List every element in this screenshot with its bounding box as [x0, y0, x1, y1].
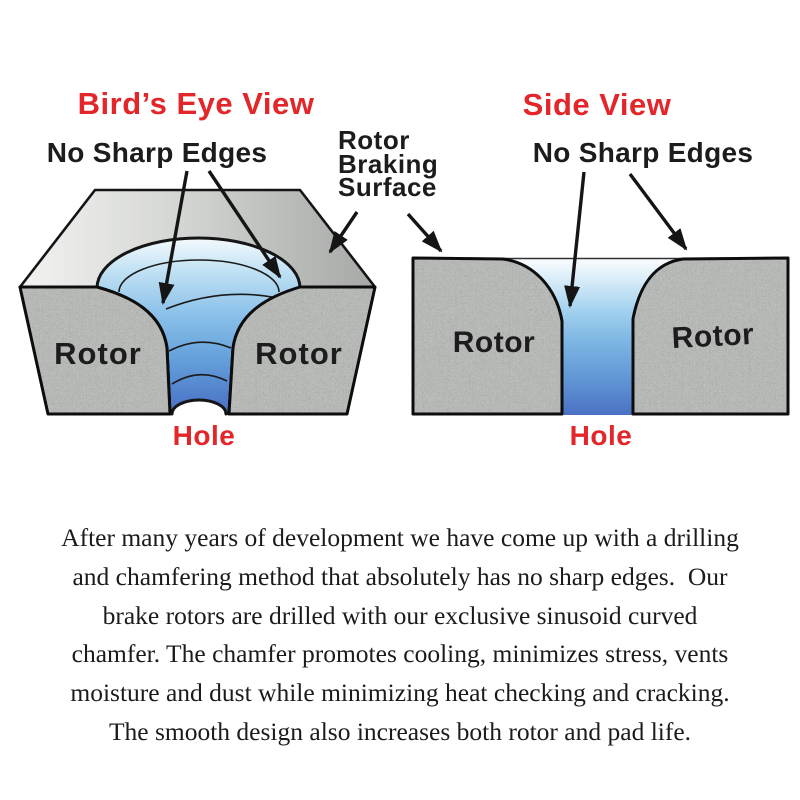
side-rotor-left-label: Rotor	[452, 326, 536, 359]
description-paragraph	[0, 519, 800, 752]
bird-no-sharp-edges-label: No Sharp Edges	[46, 137, 268, 168]
bird-hole-label: Hole	[172, 420, 236, 451]
description-line: moisture and dust while minimizing heat checking and cracking.	[70, 678, 730, 708]
side-no-sharp-edges-label: No Sharp Edges	[532, 137, 754, 168]
bird-rotor-right-label: Rotor	[255, 336, 343, 371]
arrow-no-sharp-edges-right-b	[630, 174, 686, 249]
side-rotor-right-label: Rotor	[670, 317, 756, 356]
description-line: The smooth design also increases both rotor and pad life.	[108, 716, 692, 746]
description-line: chamfer. The chamfer promotes cooling, minimizes stress, vents	[71, 639, 729, 669]
description-line: After many years of development we have come up with a drilling	[61, 523, 739, 552]
description-line: brake rotors are drilled with our exclusive sinusoid curved	[102, 600, 698, 630]
arrow-braking-surface-right	[408, 214, 441, 251]
rotor-braking-surface-line2: Braking	[338, 148, 439, 179]
side-hole-label: Hole	[569, 420, 633, 451]
bird-view-title: Bird’s Eye View	[77, 86, 315, 121]
rotor-braking-surface-line3: Surface	[338, 172, 437, 202]
rotor-braking-surface-label	[338, 125, 439, 202]
bird-rotor-left-label: Rotor	[54, 336, 142, 371]
side-view-title: Side View	[522, 87, 672, 122]
bird-eye-diagram	[20, 190, 375, 414]
rotor-braking-surface-line1: Rotor	[338, 125, 410, 155]
description-line: and chamfering method that absolutely has no sharp edges. Our	[72, 561, 728, 591]
